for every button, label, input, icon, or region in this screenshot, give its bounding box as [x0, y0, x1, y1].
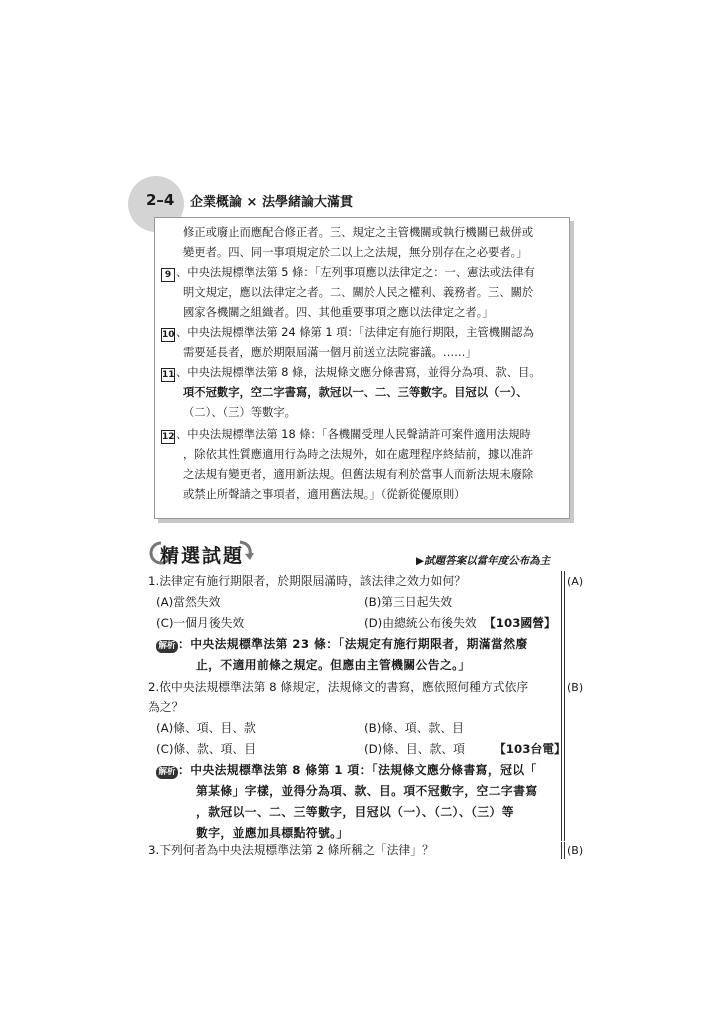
page-header-title: 企業概論 × 法學緒論大滿貫: [190, 195, 353, 210]
explanation-badge: 解析: [156, 640, 178, 653]
explanation-text: 數字，並應加具標點符號。」: [196, 826, 349, 840]
notes-item-9: [161, 266, 535, 282]
question-option: (C)條、款、項、目: [156, 742, 257, 756]
notes-line: ，除依其性質應適用行為時之法規外，如在處理程序終結前，據以准許: [183, 448, 534, 461]
notes-line: 國家各機關之組織者。四、其他重要事項之應以法律定之者。」: [183, 306, 494, 319]
question-source: 【103台電】: [494, 742, 566, 756]
explanation-text: 第某條」字樣，並得分為項、款、目。項不冠數字，空二字書寫: [196, 784, 538, 798]
notes-line: 、中央法規標準法第 18 條：「各機關受理人民聲請許可案件適用法規時: [176, 428, 531, 441]
notes-line: 修正或廢止而應配合修正者。三、規定之主管機關或執行機關已裁併或: [183, 226, 534, 239]
answer-key: (B): [567, 681, 584, 694]
question-source: 【103國營】: [484, 616, 556, 630]
item-number-mark: 10: [162, 330, 175, 340]
explanation: [156, 637, 528, 653]
answer-key: (A): [567, 575, 584, 588]
question-option: (C)一個月後失效: [156, 616, 245, 630]
question-stem: 3.下列何者為中央法規標準法第 2 條所稱之「法律」？: [148, 843, 434, 857]
page-number: 2–4: [146, 191, 175, 209]
explanation-text: ：中央法規標準法第 8 條第 1 項：「法規條文應分條書寫，冠以「: [178, 763, 537, 777]
notes-item-11: [161, 366, 541, 382]
notes-line: 、中央法規標準法第 5 條：「左列事項應以法律定之：一、憲法或法律有: [176, 266, 535, 279]
question-stem: 1.法律定有施行期限者，於期限屆滿時，該法律之效力如何？: [148, 574, 466, 588]
question-option: (A)當然失效: [156, 595, 221, 609]
section-title: 精選試題: [160, 545, 245, 567]
explanation: [156, 763, 537, 779]
answer-policy-note: ▶試題答案以當年度公布為主: [416, 555, 551, 567]
question-stem: 為之？: [148, 700, 184, 714]
notes-line: 需要延長者，應於期限屆滿一個月前送立法院審議。……」: [183, 346, 477, 359]
explanation-text: ：中央法規標準法第 23 條：「法規定有施行期限者，期滿當然廢: [178, 637, 528, 651]
explanation-badge: 解析: [156, 766, 178, 779]
notes-line: 項不冠數字，空二字書寫，款冠以一、二、三等數字。目冠以（一）、: [183, 386, 528, 399]
item-number-mark: 12: [162, 432, 175, 442]
answer-column-divider: [564, 571, 565, 841]
arrow-decoration-icon: [238, 540, 256, 560]
question-option: (A)條、項、目、款: [156, 721, 256, 735]
question-option: (D)條、目、款、項: [364, 742, 465, 756]
notes-line: 變更者。四、同一事項規定於二以上之法規，無分別存在之必要者。」: [183, 246, 528, 259]
notes-item-12: [161, 428, 531, 444]
answer-key: (B): [567, 844, 584, 857]
notes-line: 或禁止所聲請之事項者，適用舊法規。」（從新從優原則）: [183, 488, 466, 501]
notes-line: 、中央法規標準法第 24 條第 1 項：「法律定有施行期限，主管機關認為: [176, 326, 534, 339]
item-number-mark: 9: [161, 268, 175, 282]
notes-line: 明文規定，應以法律定之者。二、關於人民之權利、義務者。三、關於: [183, 286, 534, 299]
question-option: (B)條、項、款、目: [364, 721, 464, 735]
notes-item-10: [161, 326, 534, 342]
answer-column-divider: [564, 842, 565, 859]
notes-line: （二）、（三）等數字。: [183, 406, 296, 419]
question-stem: 2.依中央法規標準法第 8 條規定，法規條文的書寫，應依照何種方式依序: [148, 680, 529, 694]
question-option: (B)第三日起失效: [364, 595, 453, 609]
notes-box: [154, 217, 570, 519]
answer-column-divider: [561, 571, 562, 841]
item-number-mark: 11: [162, 370, 175, 380]
explanation-text: ，款冠以一、二、三等數字，目冠以（一）、（二）、（三）等: [196, 805, 514, 819]
explanation-text: 止，不適用前條之規定。但應由主管機關公告之。」: [196, 658, 471, 672]
notes-line: 、中央法規標準法第 8 條，法規條文應分條書寫，並得分為項、款、目。: [176, 366, 541, 379]
answer-column-divider: [561, 842, 562, 859]
question-option: (D)由總統公布後失效: [364, 616, 477, 630]
notes-line: 之法規有變更者，適用新法規。但舊法規有利於當事人而新法規未廢除: [183, 468, 534, 481]
